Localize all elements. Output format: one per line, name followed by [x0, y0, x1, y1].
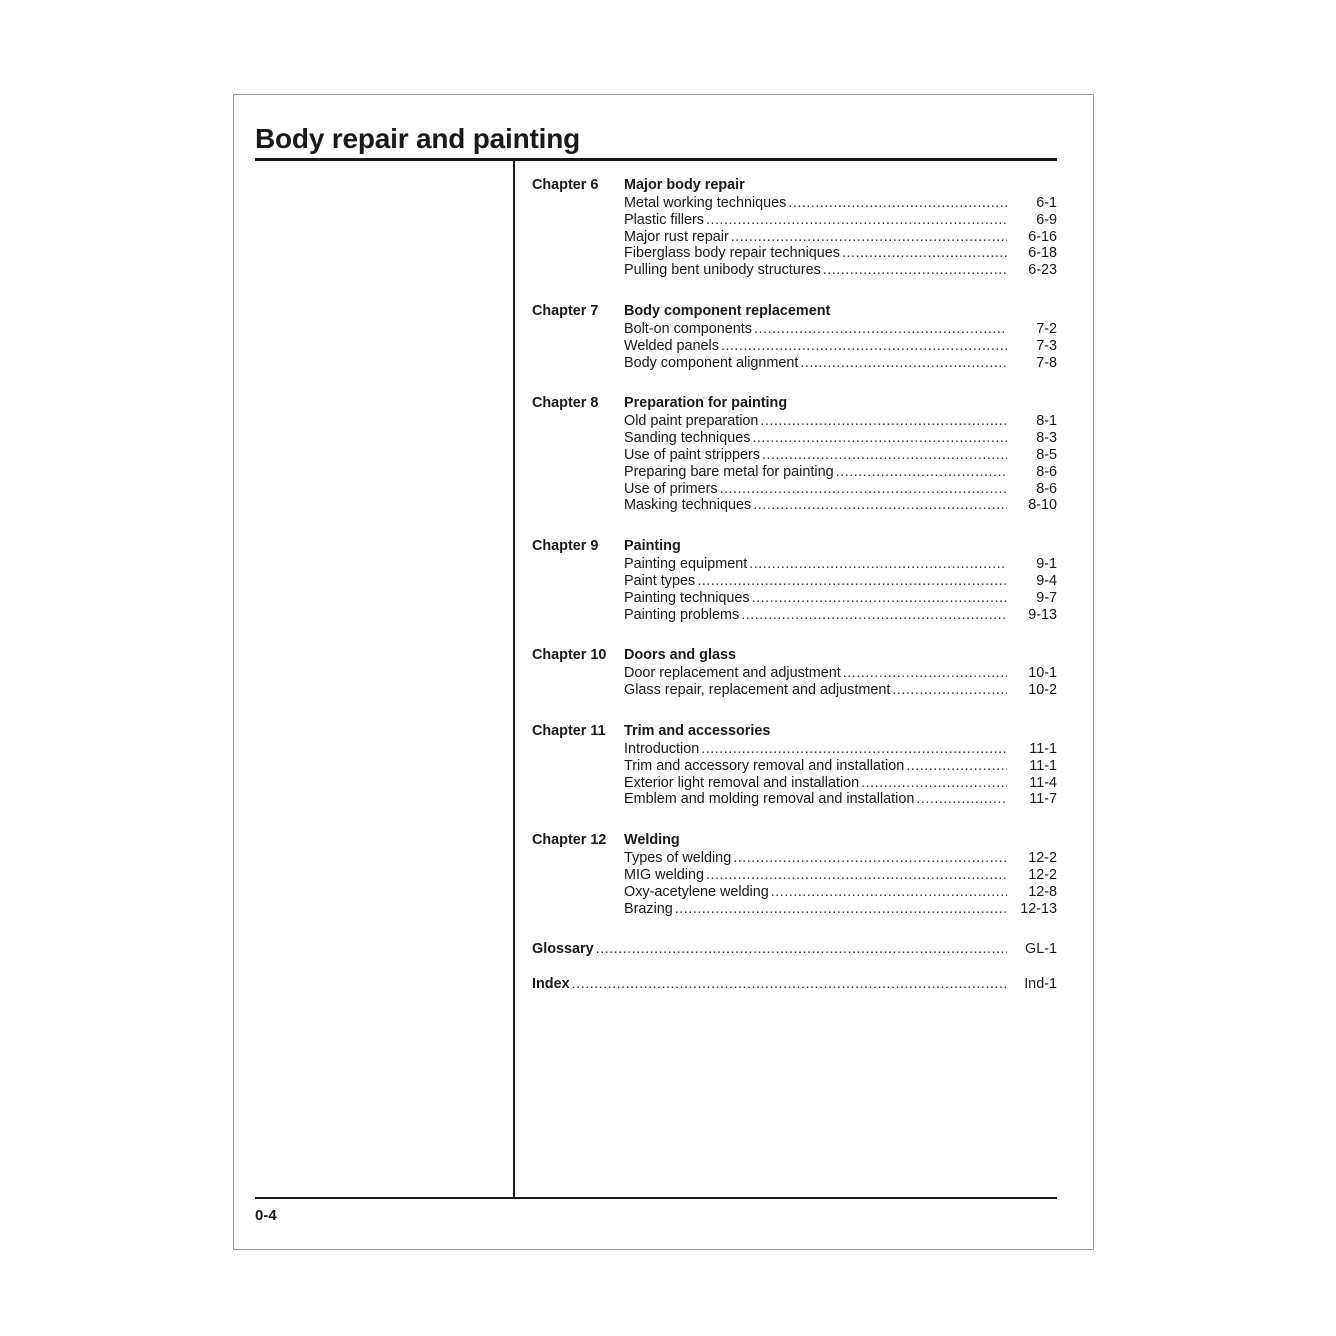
entry-page: 12-8	[1028, 883, 1057, 900]
dot-leader	[749, 556, 1007, 573]
toc-entry[interactable]	[532, 321, 1057, 338]
dot-leader	[836, 464, 1007, 481]
chapter-heading[interactable]	[532, 393, 1057, 413]
dot-leader	[754, 321, 1007, 338]
toc-entry[interactable]	[532, 212, 1057, 229]
chapter-label: Chapter 10	[532, 647, 607, 664]
entry-title: Plastic fillers	[624, 211, 704, 228]
toc-entry[interactable]	[532, 758, 1057, 775]
entry-title: Metal working techniques	[624, 195, 787, 211]
entry-page: 9-13	[1028, 606, 1057, 623]
entry-title: MIG welding	[624, 866, 704, 883]
document-page	[233, 94, 1094, 1250]
toc-entry[interactable]	[532, 497, 1057, 514]
entry-title: Painting equipment	[624, 556, 748, 573]
chapter-label: Chapter 12	[532, 832, 607, 849]
glossary-page: GL-1	[1025, 941, 1057, 958]
toc-entry[interactable]	[532, 775, 1057, 792]
entry-title: Introduction	[624, 740, 700, 757]
chapter-title: Preparation for painting	[624, 395, 788, 412]
column-divider	[513, 161, 515, 1199]
dot-leader	[731, 229, 1007, 246]
entry-page: 10-2	[1028, 682, 1057, 699]
dot-leader	[861, 775, 1007, 792]
entry-title: Fiberglass body repair techniques	[624, 245, 840, 262]
toc-entry[interactable]	[532, 901, 1057, 918]
toc-entry[interactable]	[532, 665, 1057, 682]
entry-title: Use of primers	[624, 480, 718, 497]
dot-leader	[720, 481, 1007, 498]
dot-leader	[733, 850, 1007, 867]
chapter-title: Welding	[624, 832, 680, 849]
chapter-title: Major body repair	[624, 177, 745, 193]
entry-title: Use of paint strippers	[624, 446, 760, 463]
toc-entry[interactable]	[532, 430, 1057, 447]
entry-title: Bolt-on components	[624, 320, 752, 337]
chapter-block	[532, 393, 1057, 514]
toc-entry[interactable]	[532, 229, 1057, 246]
dot-leader	[771, 884, 1007, 901]
chapter-label: Chapter 7	[532, 302, 599, 319]
toc-entry[interactable]	[532, 413, 1057, 430]
entry-title: Paint types	[624, 572, 696, 589]
entry-page: 12-2	[1028, 850, 1057, 867]
toc-entry[interactable]	[532, 867, 1057, 884]
toc-entry[interactable]	[532, 850, 1057, 867]
entry-title: Major rust repair	[624, 228, 729, 245]
chapter-block	[532, 645, 1057, 699]
entry-title: Old paint preparation	[624, 413, 759, 430]
glossary-label: Glossary	[532, 941, 594, 958]
entry-title: Pulling bent unibody structures	[624, 262, 821, 279]
entry-title: Sanding techniques	[624, 430, 751, 447]
chapter-heading[interactable]	[532, 645, 1057, 665]
chapter-heading[interactable]	[532, 721, 1057, 741]
toc-entry[interactable]	[532, 447, 1057, 464]
toc-entry[interactable]	[532, 741, 1057, 758]
toc-entry[interactable]	[532, 573, 1057, 590]
entry-page: 6-1	[1036, 195, 1057, 211]
entry-page: 8-5	[1036, 446, 1057, 463]
entry-title: Masking techniques	[624, 497, 752, 514]
entry-title: Exterior light removal and installation	[624, 774, 860, 791]
page-number: 0-4	[255, 1207, 277, 1224]
toc-entry[interactable]	[532, 556, 1057, 573]
chapter-list	[532, 175, 1057, 917]
entry-page: 6-23	[1028, 262, 1057, 279]
chapter-block	[532, 830, 1057, 917]
entry-page: 7-3	[1036, 337, 1057, 354]
entry-page: 9-1	[1036, 556, 1057, 573]
dot-leader	[721, 338, 1007, 355]
dot-leader	[752, 430, 1007, 447]
chapter-heading[interactable]	[532, 301, 1057, 321]
index-label: Index	[532, 976, 570, 993]
chapter-label: Chapter 11	[532, 722, 606, 739]
dot-leader	[788, 195, 1007, 212]
entry-title: Door replacement and adjustment	[624, 665, 841, 682]
entry-page: 11-1	[1029, 740, 1057, 757]
toc-entry[interactable]	[532, 338, 1057, 355]
toc-entry[interactable]	[532, 884, 1057, 901]
entry-page: 6-16	[1028, 228, 1057, 245]
chapter-heading[interactable]	[532, 175, 1057, 195]
dot-leader	[760, 413, 1007, 430]
toc-entry[interactable]	[532, 791, 1057, 808]
chapter-block	[532, 175, 1057, 279]
entry-page: 9-7	[1036, 589, 1057, 606]
dot-leader	[706, 867, 1007, 884]
chapter-block	[532, 721, 1057, 808]
dot-leader	[843, 665, 1007, 682]
toc-entry[interactable]	[532, 590, 1057, 607]
dot-leader	[572, 974, 1007, 994]
entry-title: Brazing	[624, 900, 673, 917]
dot-leader	[753, 497, 1007, 514]
dot-leader	[697, 573, 1007, 590]
entry-page: 7-8	[1036, 354, 1057, 371]
toc-entry[interactable]	[532, 607, 1057, 624]
page-title: Body repair and painting	[255, 123, 581, 154]
entry-title: Welded panels	[624, 337, 719, 354]
entry-page: 12-2	[1028, 866, 1057, 883]
toc-entry-glossary[interactable]	[532, 939, 1057, 959]
toc-entry-index[interactable]	[532, 974, 1057, 994]
title-rule	[255, 158, 1057, 161]
index-page: Ind-1	[1024, 976, 1057, 993]
toc-entry[interactable]	[532, 195, 1057, 212]
entry-title: Glass repair, replacement and adjustment	[624, 682, 891, 699]
dot-leader	[762, 447, 1007, 464]
dot-leader	[752, 590, 1007, 607]
dot-leader	[706, 212, 1007, 229]
dot-leader	[916, 791, 1007, 808]
toc-entry[interactable]	[532, 481, 1057, 498]
entry-page: 8-3	[1036, 430, 1057, 447]
entry-page: 8-10	[1028, 497, 1057, 514]
entry-page: 11-4	[1029, 774, 1057, 791]
entry-title: Emblem and molding removal and installation	[624, 791, 915, 808]
footer-rule	[255, 1197, 1057, 1199]
dot-leader	[823, 262, 1007, 279]
toc-entry[interactable]	[532, 682, 1057, 699]
dot-leader	[842, 245, 1007, 262]
entry-page: 6-9	[1036, 211, 1057, 228]
dot-leader	[892, 682, 1007, 699]
toc-entry[interactable]	[532, 262, 1057, 279]
entry-page: 8-6	[1036, 463, 1057, 480]
entry-page: 7-2	[1036, 320, 1057, 337]
toc-entry[interactable]	[532, 355, 1057, 372]
entry-title: Painting techniques	[624, 589, 750, 606]
toc-entry[interactable]	[532, 464, 1057, 481]
chapter-label: Chapter 8	[532, 395, 599, 412]
chapter-block	[532, 301, 1057, 371]
dot-leader	[800, 355, 1007, 372]
entry-page: 8-1	[1036, 413, 1057, 430]
dot-leader	[596, 939, 1007, 959]
entry-title: Painting problems	[624, 606, 740, 623]
entry-title: Trim and accessory removal and installation	[624, 757, 905, 774]
entry-page: 11-7	[1029, 791, 1057, 808]
chapter-block	[532, 536, 1057, 623]
chapter-title: Body component replacement	[624, 302, 831, 319]
chapter-heading[interactable]	[532, 830, 1057, 850]
dot-leader	[675, 901, 1007, 918]
toc-entry[interactable]	[532, 245, 1057, 262]
chapter-title: Doors and glass	[624, 647, 736, 664]
chapter-title: Trim and accessories	[624, 722, 771, 739]
chapter-title: Painting	[624, 538, 681, 555]
entry-title: Body component alignment	[624, 354, 799, 371]
entry-page: 6-18	[1028, 245, 1057, 262]
dot-leader	[701, 741, 1007, 758]
entry-title: Preparing bare metal for painting	[624, 463, 834, 480]
entry-page: 9-4	[1036, 572, 1057, 589]
table-of-contents	[532, 175, 1057, 1009]
entry-title: Oxy-acetylene welding	[624, 883, 769, 900]
chapter-heading[interactable]	[532, 536, 1057, 556]
entry-title: Types of welding	[624, 850, 732, 867]
entry-page: 10-1	[1028, 665, 1057, 682]
entry-page: 11-1	[1029, 757, 1057, 774]
chapter-label: Chapter 6	[532, 177, 599, 193]
dot-leader	[741, 607, 1007, 624]
dot-leader	[906, 758, 1007, 775]
chapter-label: Chapter 9	[532, 538, 599, 555]
entry-page: 12-13	[1020, 900, 1057, 917]
entry-page: 8-6	[1036, 480, 1057, 497]
